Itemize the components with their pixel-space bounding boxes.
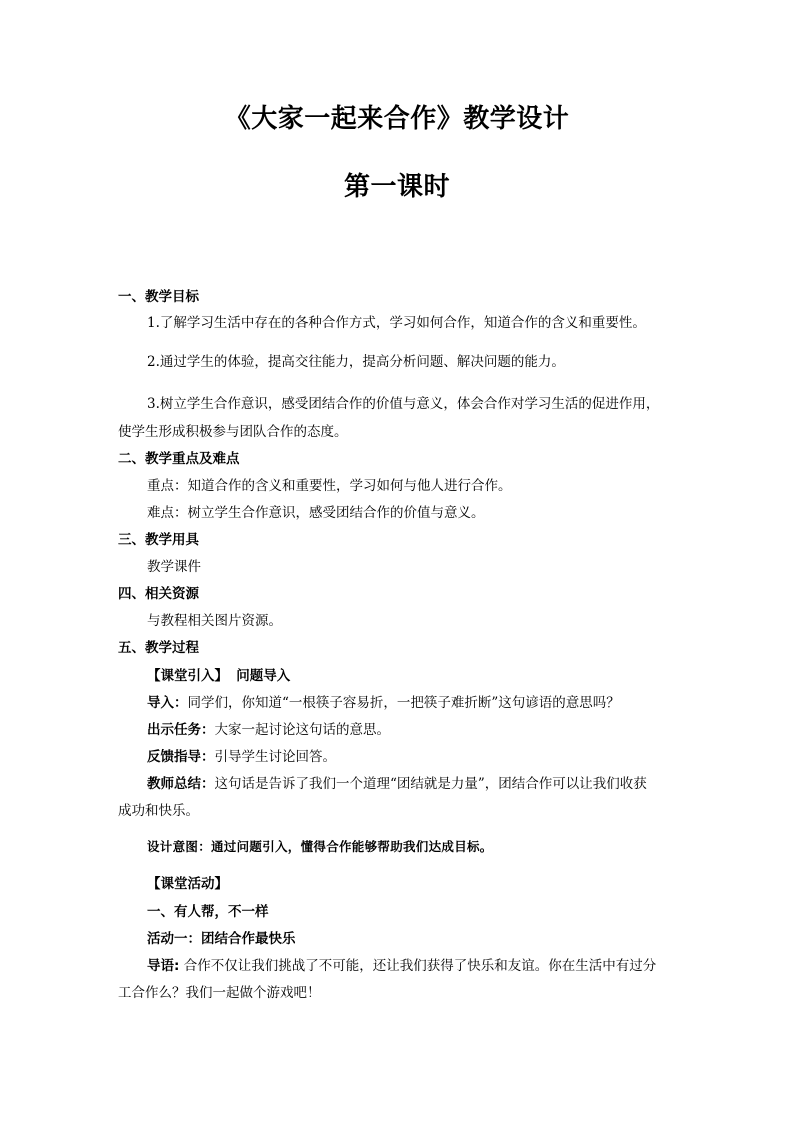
feedback-paragraph <box>147 748 709 766</box>
guide-paragraph-line1 <box>147 957 709 975</box>
feedback-text: 引导学生讨论回答。 <box>214 749 336 765</box>
section-heading-materials: 三、教学用具 <box>118 532 199 548</box>
summary-paragraph-line1 <box>147 775 709 793</box>
section-heading-objectives: 一、教学目标 <box>118 289 199 305</box>
section-heading-resources: 四、相关资源 <box>118 586 199 602</box>
activity-heading: 【课堂活动】 <box>147 876 228 892</box>
task-paragraph <box>147 721 709 739</box>
design-intent: 设计意图：通过问题引入，懂得合作能够帮助我们达成目标。 <box>147 839 493 854</box>
objective-3-line2: 使学生形成积极参与团队合作的态度。 <box>118 424 348 440</box>
part-one-heading: 一、有人帮，不一样 <box>147 904 269 920</box>
activity-one-heading: 活动一：团结合作最快乐 <box>147 931 296 947</box>
feedback-label: 反馈指导： <box>147 749 215 765</box>
section-heading-process: 五、教学过程 <box>118 640 199 656</box>
intro-heading <box>147 667 709 685</box>
task-text: 大家一起讨论这句话的意思。 <box>214 722 390 738</box>
resources-text: 与教程相关图片资源。 <box>147 613 282 629</box>
section-heading-key-points: 二、教学重点及难点 <box>118 451 240 467</box>
objective-1: 1.了解学习生活中存在的各种合作方式，学习如何合作，知道合作的含义和重要性。 <box>147 315 646 331</box>
document-subtitle: 第一课时 <box>343 172 450 202</box>
materials-text: 教学课件 <box>147 559 201 575</box>
guide-paragraph-line2: 工合作么？我们一起做个游戏吧！ <box>118 985 321 1001</box>
document-title: 《大家一起来合作》教学设计 <box>224 104 570 134</box>
lead-label: 导入： <box>147 695 188 711</box>
summary-paragraph-line2: 成功和快乐。 <box>118 803 199 819</box>
difficult-point: 难点：树立学生合作意识，感受团结合作的价值与意义。 <box>147 505 485 521</box>
lead-in-paragraph <box>147 694 709 712</box>
guide-text: 合作不仅让我们挑战了不可能，还让我们获得了快乐和友谊。你在生活中有过分 <box>179 958 657 974</box>
key-point: 重点：知道合作的含义和重要性，学习如何与他人进行合作。 <box>147 478 512 494</box>
objective-2: 2.通过学生的体验，提高交往能力，提高分析问题、解决问题的能力。 <box>147 354 565 370</box>
objective-3-line1: 3.树立学生合作意识，感受团结合作的价值与意义，体会合作对学习生活的促进作用， <box>147 396 660 412</box>
lead-text: 同学们，你知道“一根筷子容易折，一把筷子难折断”这句谚语的意思吗？ <box>187 695 620 711</box>
intro-title: 问题导入 <box>236 668 291 684</box>
summary-label: 教师总结： <box>147 776 215 792</box>
summary-text: 这句话是告诉了我们一个道理“团结就是力量”，团结合作可以让我们收获 <box>214 776 647 792</box>
task-label: 出示任务： <box>147 722 215 738</box>
intro-label: 【课堂引入】 <box>147 668 228 684</box>
guide-label: 导语: <box>147 958 180 974</box>
